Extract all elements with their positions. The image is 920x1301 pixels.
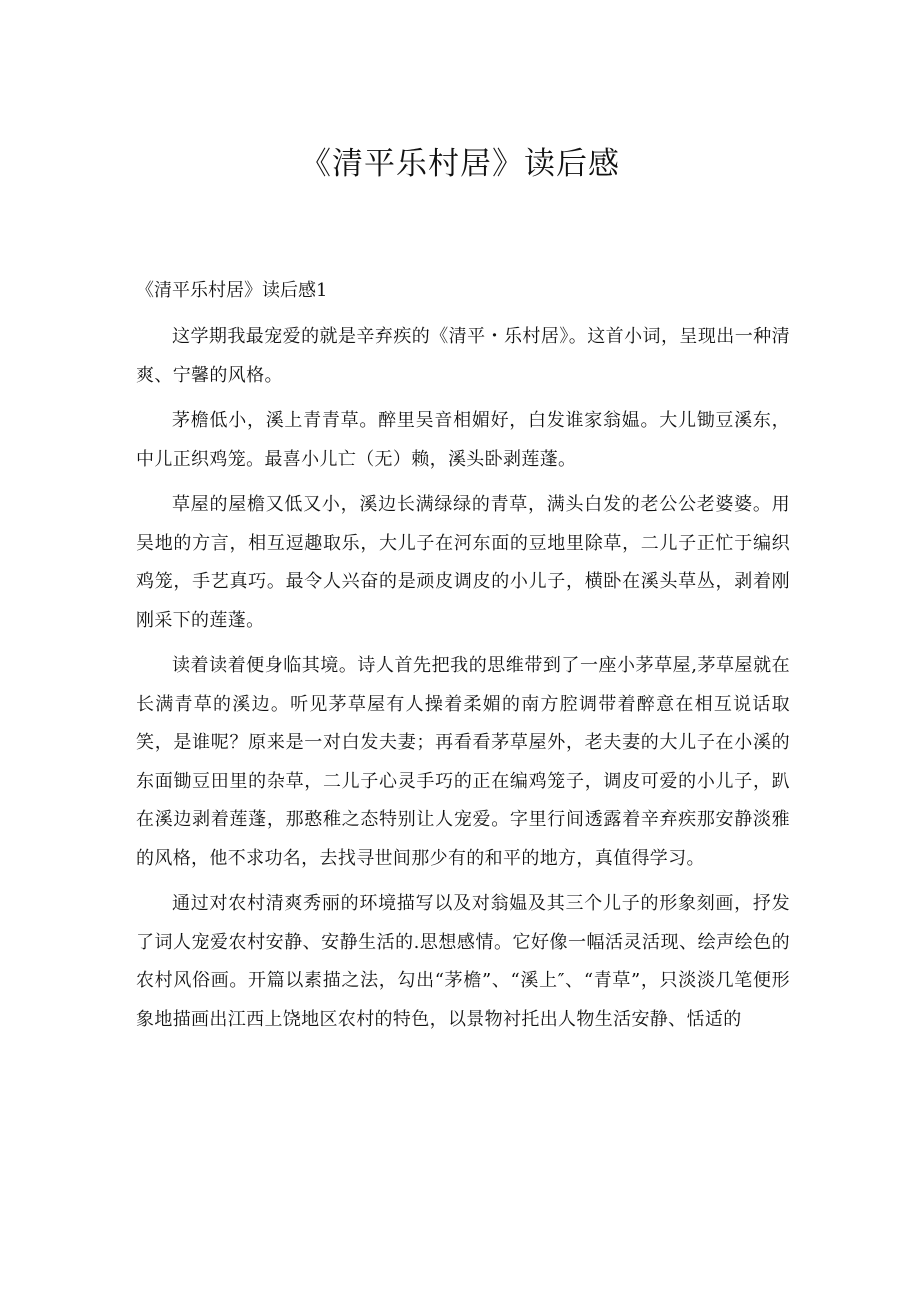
document-title: 《清平乐村居》读后感 <box>300 146 620 182</box>
paragraph-2: 茅檐低小，溪上青青草。醉里吴音相媚好，白发谁家翁媪。大儿锄豆溪东，中儿正织鸡笼。最喜小儿亡（无）赖，溪头卧剥莲蓬。 <box>136 410 790 470</box>
paragraph-3: 草屋的屋檐又低又小，溪边长满绿绿的青草，满头白发的老公公老婆婆。用吴地的方言，相互逗趣取乐，大儿子在河东面的豆地里除草，二儿子正忙于编织鸡笼，手艺真巧。最令人兴奋的是顽皮调皮的小儿子，横卧在溪头草丛，剥着刚刚采下的莲蓬。 <box>136 494 790 631</box>
paragraph-1: 这学期我最宠爱的就是辛弃疾的《清平・乐村居》。这首小词，呈现出一种清爽、宁馨的风格。 <box>136 326 790 386</box>
section-heading: 《清平乐村居》读后感1 <box>136 280 328 301</box>
paragraph-4: 读着读着便身临其境。诗人首先把我的思维带到了一座小茅草屋,茅草屋就在长满青草的溪边。听见茅草屋有人操着柔媚的南方腔调带着醉意在相互说话取笑，是谁呢？原来是一对白发夫妻；再看看茅草屋外，老夫妻的大儿子在小溪的东面锄豆田里的杂草，二儿子心灵手巧的正在编鸡笼子，调皮可爱的小儿子，趴在溪边剥着莲蓬，那憨稚之态特别让人宠爱。字里行间透露着辛弃疾那安静淡雅的风格，他不求功名，去找寻世间那少有的和平的地方，真值得学习。 <box>136 655 790 869</box>
document-body <box>136 318 790 1046</box>
paragraph-5: 通过对农村清爽秀丽的环境描写以及对翁媪及其三个儿子的形象刻画，抒发了词人宠爱农村安静、安静生活的.思想感情。它好像一幅活灵活现、绘声绘色的农村风俗画。开篇以素描之法，勾出“茅檐”、“溪上″、“青草”，只淡淡几笔便形象地描画出江西上饶地区农村的特色，以景物衬托出人物生活安静、恬适的 <box>136 893 790 1030</box>
